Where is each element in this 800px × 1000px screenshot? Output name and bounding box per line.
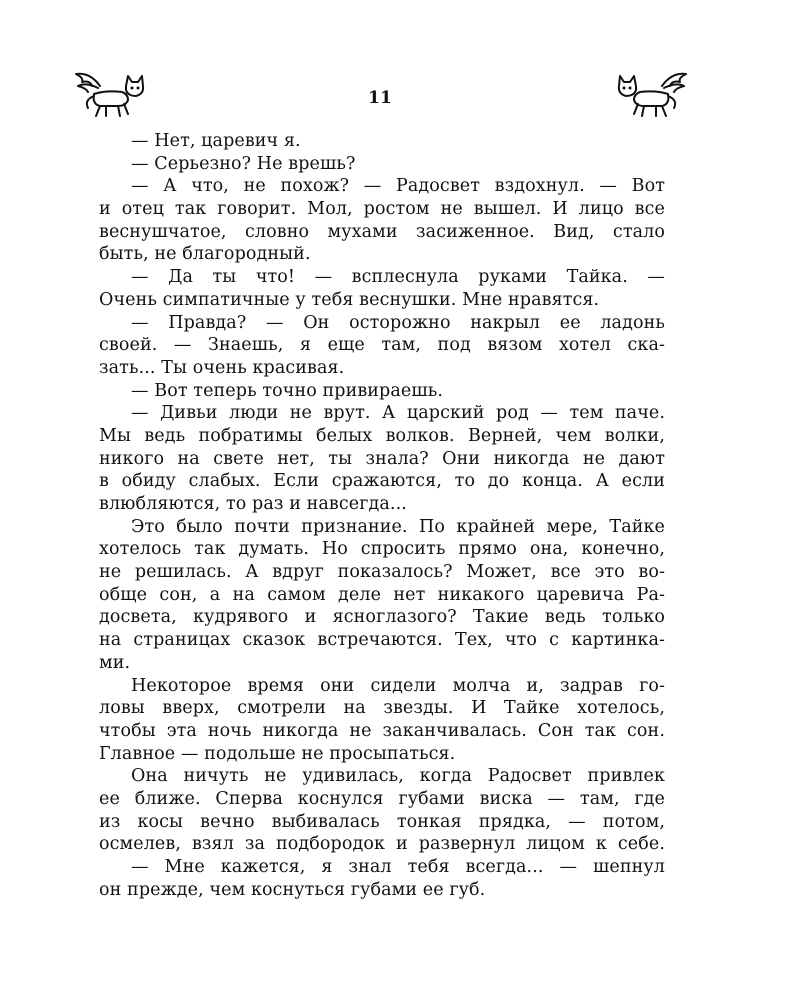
text-line: зать... Ты очень красивая.	[99, 357, 345, 378]
text-line: — Серьезно? Не врешь?	[131, 153, 356, 174]
body-text	[99, 130, 665, 901]
text-line: — Нет, царевич я.	[131, 131, 301, 151]
text-line: Это было почти признание. По крайней мере, Тайке	[131, 516, 665, 537]
page-number: 11	[368, 88, 392, 108]
text-line: он прежде, чем коснуться губами ее губ.	[99, 879, 486, 900]
page-header	[0, 64, 800, 124]
text-line: обще сон, а на самом деле нет никакого царевича Ра-	[99, 584, 665, 605]
text-line: веснушчатое, словно мухами засиженное. Вид, стало	[99, 221, 665, 242]
text-line: Очень симпатичные у тебя веснушки. Мне нравятся.	[99, 289, 600, 310]
text-line: ловы вверх, смотрели на звезды. И Тайке хотелось,	[99, 698, 665, 719]
text-line: и отец так говорит. Мол, ростом не вышел. И лицо все	[99, 199, 665, 220]
text-line: — Правда? — Он осторожно накрыл ее ладонь	[131, 312, 665, 333]
text-line: никого на свете нет, ты знала? Они никогда не дают	[99, 448, 665, 469]
text-line: из косы вечно выбивалась тонкая прядка, — потом,	[99, 811, 665, 832]
text-line: влюбляются, то раз и навсегда...	[99, 494, 407, 514]
text-line: в обиду слабых. Если сражаются, то до конца. А если	[99, 471, 665, 492]
text-line: осмелев, взял за подбородок и развернул лицом к себе.	[99, 834, 665, 855]
text-line: — Мне кажется, я знал тебя всегда... — шепнул	[131, 857, 665, 877]
text-line: на страницах сказок встречаются. Тех, что с картинка-	[99, 630, 665, 651]
text-line: ми.	[99, 652, 131, 673]
text-line: Некоторое время они сидели молча и, задрав го-	[131, 675, 665, 696]
text-line: досвета, кудрявого и ясноглазого? Такие ведь только	[99, 607, 665, 628]
text-line: — Да ты что! — всплеснула руками Тайка. —	[131, 267, 665, 288]
text-line: Главное — подольше не просыпаться.	[99, 743, 456, 764]
text-line: — А что, не похож? — Радосвет вздохнул. — Вот	[131, 176, 665, 197]
text-line: Она ничуть не удивилась, когда Радосвет привлек	[131, 766, 665, 787]
text-line: ее ближе. Сперва коснулся губами виска — там, где	[99, 788, 665, 809]
text-line: чтобы эта ночь никогда не заканчивалась. Сон так сон.	[99, 720, 665, 741]
text-line: хотелось так думать. Но спросить прямо она, конечно,	[99, 539, 665, 560]
text-line: быть, не благородный.	[99, 244, 311, 265]
text-line: своей. — Знаешь, я еще там, под вязом хотел ска-	[99, 335, 665, 356]
text-line: Мы ведь побратимы белых волков. Верней, чем волки,	[99, 425, 665, 446]
text-line: — Вот теперь точно привираешь.	[131, 380, 444, 401]
text-line: не решилась. А вдруг показалось? Может, все это во-	[99, 562, 665, 583]
text-line: — Дивьи люди не врут. А царский род — тем паче.	[131, 403, 665, 424]
winged-cat-icon	[608, 64, 692, 120]
